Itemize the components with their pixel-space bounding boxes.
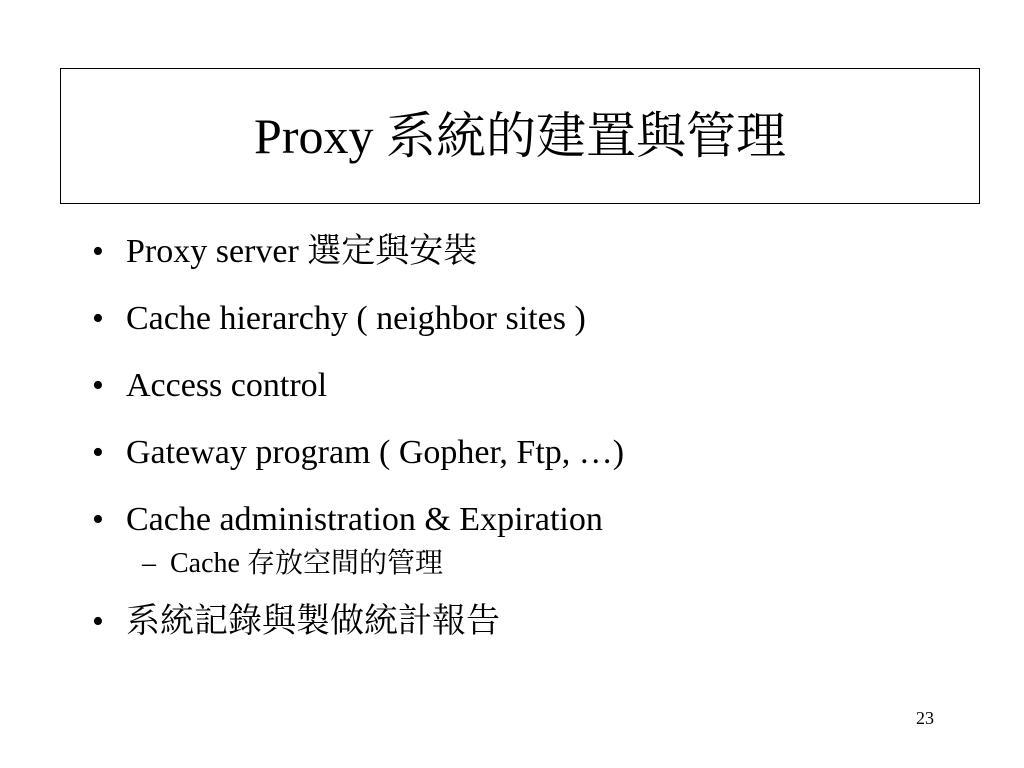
bullet-text: Proxy server 選定與安裝 xyxy=(126,233,478,270)
slide-title-box xyxy=(60,68,980,204)
bullet-icon: • xyxy=(92,300,104,337)
bullet-item-access-control xyxy=(88,364,968,408)
sub-bullet-cache-storage xyxy=(88,546,968,582)
bullet-text: Cache administration & Expiration xyxy=(126,501,603,538)
bullet-text: 系統記錄與製做統計報告 xyxy=(126,603,500,640)
bullet-icon: • xyxy=(92,603,104,640)
bullet-icon: • xyxy=(92,501,104,538)
bullet-icon: • xyxy=(92,434,104,471)
bullet-text: Gateway program ( Gopher, Ftp, …) xyxy=(126,434,625,471)
bullet-text: Access control xyxy=(126,367,328,404)
bullet-item-system-logging xyxy=(88,600,968,644)
bullet-icon: • xyxy=(92,367,104,404)
sub-bullet-text: Cache 存放空間的管理 xyxy=(170,548,443,579)
bullet-icon: • xyxy=(92,233,104,270)
slide-title: Proxy 系統的建置與管理 xyxy=(254,108,786,164)
bullet-item-cache-hierarchy xyxy=(88,297,968,341)
bullet-list xyxy=(88,230,968,667)
bullet-item-cache-administration xyxy=(88,498,968,542)
bullet-item-gateway-program xyxy=(88,431,968,475)
dash-icon: – xyxy=(142,548,156,579)
bullet-text: Cache hierarchy ( neighbor sites ) xyxy=(126,300,586,337)
page-number: 23 xyxy=(916,708,934,728)
bullet-item-proxy-server xyxy=(88,230,968,274)
